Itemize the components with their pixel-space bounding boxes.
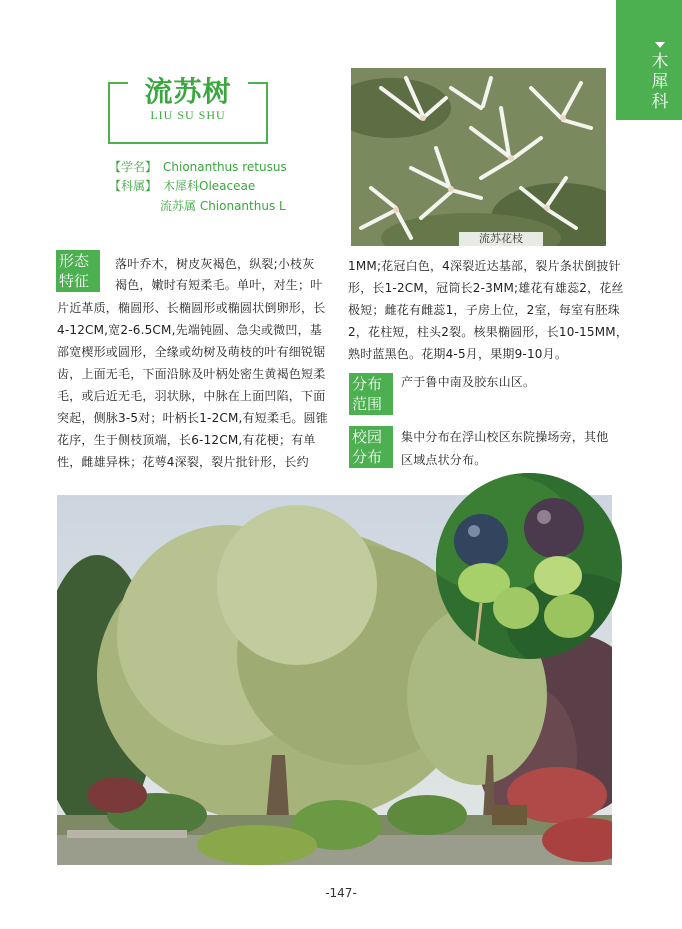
morphology-line: 毛，或后近无毛，羽状脉，中脉在上面凹陷，下面	[57, 389, 326, 403]
morphology-line: 花序，生于侧枝顶端，长6-12CM,有花梗；有单	[57, 433, 316, 447]
page-subtitle-pinyin: LIU SU SHU	[150, 108, 226, 122]
morphology-line: 突起，侧脉3-5对；叶柄长1-2CM,有短柔毛。圆锥	[57, 411, 328, 425]
campus-line: 区域点状分布。	[401, 453, 487, 467]
morphology-line: 形，长1-2CM，冠筒长2-3MM;雄花有雄蕊2，花丝	[348, 281, 624, 295]
morphology-line: 1MM;花冠白色，4深裂近达基部，裂片条状倒披针	[348, 259, 621, 273]
campus-label-line2: 分布	[352, 448, 383, 466]
triangle-down-icon	[655, 42, 665, 48]
chapter-tab-label: 木犀科	[651, 52, 669, 112]
distribution-label-line1: 分布	[352, 375, 383, 393]
family-key: 【科属】	[109, 179, 158, 193]
morphology-line: 片近革质，椭圆形、长椭圆形或椭圆状倒卵形，长	[57, 301, 326, 315]
morphology-line: 极短；雌花有雌蕊1，子房上位，2室，每室有胚珠	[348, 303, 620, 317]
family-row	[109, 177, 255, 194]
morphology-line: 2，花柱短，柱头2裂。核果椭圆形，长10-15MM，	[348, 325, 629, 339]
morphology-line: 褐色，嫩时有短柔毛。单叶，对生；叶	[115, 278, 323, 292]
scientific-name-value: Chionanthus retusus	[163, 160, 287, 174]
morphology-line: 落叶乔木，树皮灰褐色，纵裂;小枝灰	[115, 257, 315, 271]
flower-branch-photo	[351, 68, 606, 246]
morphology-label-line2: 特征	[59, 272, 90, 290]
campus-label	[349, 426, 393, 468]
scientific-name-row	[109, 158, 287, 175]
distribution-label-line2: 范围	[352, 395, 383, 413]
morphology-label	[56, 250, 100, 292]
fruit-inset-photo	[436, 473, 622, 659]
campus-label-line1: 校园	[352, 428, 383, 446]
page-number: -147-	[325, 886, 357, 900]
distribution-text: 产于鲁中南及胶东山区。	[401, 375, 536, 389]
campus-line: 集中分布在浮山校区东院操场旁，其他	[401, 430, 609, 444]
morphology-line: 性，雌雄异株；花萼4深裂，裂片批针形，长约	[57, 455, 309, 469]
morphology-line: 齿，上面无毛，下面沿脉及叶柄处密生黄褐色短柔	[57, 367, 326, 381]
page-title: 流苏树	[144, 75, 232, 108]
morphology-line: 熟时蓝黑色。花期4-5月，果期9-10月。	[348, 347, 568, 361]
photo-caption: 流苏花枝	[459, 232, 543, 246]
scientific-name-key: 【学名】	[109, 160, 158, 174]
morphology-line: 4-12CM,宽2-6.5CM,先端钝圆、急尖或微凹，基	[57, 323, 322, 337]
distribution-label	[349, 373, 393, 415]
morphology-line: 部宽楔形或圆形，全缘或幼树及萌枝的叶有细锐锯	[57, 345, 326, 359]
family-value: 木犀科Oleaceae	[163, 179, 256, 193]
genus-row: 流苏属 Chionanthus L	[160, 199, 286, 213]
chapter-tab	[616, 0, 682, 120]
morphology-label-line1: 形态	[59, 252, 90, 270]
